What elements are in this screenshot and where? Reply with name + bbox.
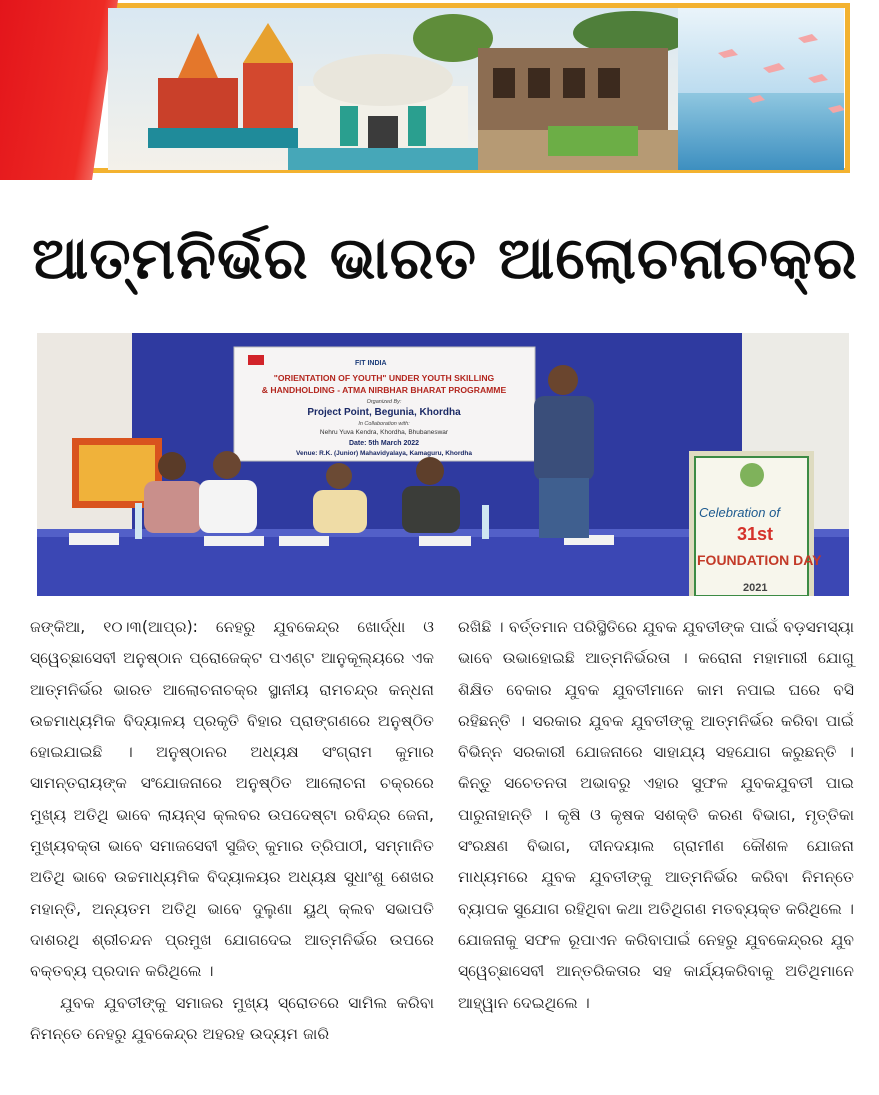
- article-column-right: [458, 612, 854, 1019]
- event-photo: [37, 333, 849, 596]
- fit-india-logo-text: FIT INDIA: [355, 360, 387, 367]
- banner-line-8: Venue: R.K. (Junior) Mahavidyalaya, Kamaguru, Khordha: [296, 450, 472, 457]
- banner-line-7: Date: 5th March 2022: [348, 440, 420, 447]
- board-line-1: Celebration of: [699, 505, 780, 520]
- article-paragraph: ରଖିଛି । ବର୍ତ୍ତମାନ ପରିସ୍ଥିତିରେ ଯୁବକ ଯୁବତୀଙ୍କ ପାଇଁ ବଡ଼ସମସ୍ୟା ଭାବେ ଉଭାହୋଇଛି ଆତ୍ମନିର୍ଭରତା । କରୋନା ମହାମାରୀ ଯୋଗୁ ଶିକ୍ଷିତ ବେକାର ଯୁବକ ଯୁବତୀମାନେ କାମ ନପାଇ ଘରେ ବସି ରହିଛନ୍ତି । ସରକାର ଯୁବକ ଯୁବତୀଙ୍କୁ ଆତ୍ମନିର୍ଭର କରିବା ପାଇଁ ବିଭିନ୍ନ ସରକାରୀ ଯୋଜନାରେ ସାହାଯ୍ୟ ସହଯୋଗ କରୁଛନ୍ତି । କିନ୍ତୁ ସଚେତନତା ଅଭାବରୁ ଏହାର ସୁଫଳ ଯୁବକଯୁବତୀ ପାଇ ପାରୁନାହାନ୍ତି । କୃଷି ଓ କୃଷକ ସଶକ୍ତି କରଣ ବିଭାଗ, ମୃତ୍ତିକା ସଂରକ୍ଷଣ ବିଭାଗ, ଦୀନଦୟାଲ ଗ୍ରାମୀଣ କୌଶଳ ଯୋଜନା ମାଧ୍ୟମରେ ଯୁବକ ଯୁବତୀଙ୍କୁ ଆତ୍ମନିର୍ଭର କରିବା ନିମନ୍ତେ ବ୍ୟାପକ ସୁଯୋଗ ରହିଥିବା କଥା ଅତିଥିଗଣ ମତବ୍ୟକ୍ତ କରିଥିଲେ । ଯୋଜନାକୁ ସଫଳ ରୂପାଏନ କରିବାପାଇଁ ନେହରୁ ଯୁବକେନ୍ଦ୍ରର ଯୁବ ସ୍ୱେଚ୍ଛାସେବୀ ଆନ୍ତରିକତାର ସହ କାର୍ଯ୍ୟକରିବାକୁ ଅତିଥିମାନେ ଆହ୍ୱାନ ଦେଇଥିଲେ ।: [458, 618, 854, 1012]
- article-paragraph: ଜଙ୍କିଆ, ୧୦।୩(ଆପ୍ର): ନେହରୁ ଯୁବକେନ୍ଦ୍ର ଖୋର୍ଦ୍ଧା ଓ ସ୍ୱେଚ୍ଛାସେବୀ ଅନୁଷ୍ଠାନ ପ୍ରୋଜେକ୍ଟ ପଏଣ୍ଟ ଆନୁକୂଲ୍ୟରେ ଏକ ଆତ୍ମନିର୍ଭର ଭାରତ ଆଲୋଚନାଚକ୍ର ସ୍ଥାନୀୟ ରାମଚନ୍ଦ୍ର କନ୍ଧନା ଉଚ୍ଚମାଧ୍ୟମିକ ବିଦ୍ୟାଳୟ ପ୍ରକୃତି ବିହାର ପ୍ରାଙ୍ଗଣରେ ଅନୁଷ୍ଠିତ ହୋଇଯାଇଛି । ଅନୁଷ୍ଠାନର ଅଧ୍ୟକ୍ଷ ସଂଗ୍ରାମ କୁମାର ସାମନ୍ତରାୟଙ୍କ ସଂଯୋଜନାରେ ଅନୁଷ୍ଠିତ ଆଲୋଚନା ଚକ୍ରରେ ମୁଖ୍ୟ ଅତିଥି ଭାବେ ଲାୟନ୍ସ କ୍ଲବର ଉପଦେଷ୍ଟା ରବିନ୍ଦ୍ର ଜେନା, ମୁଖ୍ୟବକ୍ତା ଭାବେ ସମାଜସେବୀ ସୁଜିତ୍ କୁମାର ତ୍ରିପାଠୀ, ସମ୍ମାନିତ ଅତିଥି ଭାବେ ଉଚ୍ଚମାଧ୍ୟମିକ ବିଦ୍ୟାଳୟର ଅଧ୍ୟକ୍ଷ ସୁଧାଂଶୁ ଶେଖର ମହାନ୍ତି, ଅନ୍ୟତମ ଅତିଥି ଭାବେ ଦୁଲୁଣା ୟୁଥ୍ କ୍ଲବ ସଭାପତି ଦାଶରଥି ଶ୍ରୀଚନ୍ଦନ ପ୍ରମୁଖ ଯୋଗଦେଇ ଆତ୍ମନିର୍ଭର ଉପରେ ବକ୍ତବ୍ୟ ପ୍ରଦାନ କରିଥିଲେ ।: [30, 618, 434, 981]
- banner-line-3: Organized By:: [366, 399, 402, 405]
- board-line-4: 2021: [743, 582, 768, 594]
- headline: ଆତ୍ମନିର୍ଭର ଭାରତ ଆଲୋଚନାଚକ୍ର: [32, 224, 858, 292]
- banner-collage-image: [108, 8, 844, 170]
- board-line-3: FOUNDATION DAY: [697, 552, 822, 568]
- banner-line-2: & HANDHOLDING - ATMA NIRBHAR BHARAT PROGRAMME: [261, 385, 507, 395]
- banner-line-1: "ORIENTATION OF YOUTH" UNDER YOUTH SKILLING: [273, 373, 495, 383]
- article-column-left: [30, 612, 434, 1050]
- banner-line-4: Project Point, Begunia, Khordha: [307, 407, 461, 418]
- foundation-day-board: [689, 451, 822, 596]
- header-banner: [0, 0, 879, 180]
- article-paragraph: ଯୁବକ ଯୁବତୀଙ୍କୁ ସମାଜର ମୁଖ୍ୟ ସ୍ରୋତରେ ସାମିଲ କରିବା ନିମନ୍ତେ ନେହରୁ ଯୁବକେନ୍ଦ୍ର ଅହରହ ଉଦ୍ୟମ ଜାରି: [30, 993, 434, 1043]
- banner-line-5: In Collaboration with:: [358, 421, 410, 427]
- event-banner: [234, 347, 535, 461]
- banner-line-6: Nehru Yuva Kendra, Khordha, Bhubaneswar: [319, 429, 449, 436]
- board-line-2: 31st: [737, 524, 774, 544]
